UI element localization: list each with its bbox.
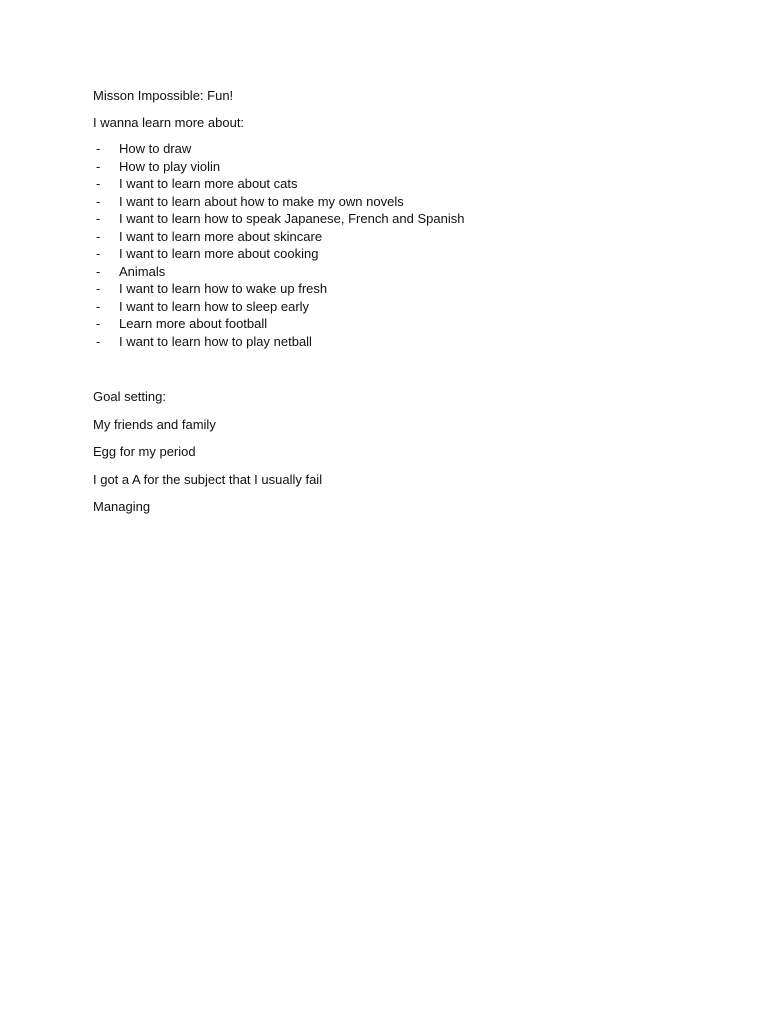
list-item-text: I want to learn how to sleep early bbox=[119, 298, 310, 314]
goal-line: Egg for my period bbox=[93, 444, 196, 459]
list-item-text: I want to learn more about cats bbox=[119, 176, 298, 191]
goal-line: I got a A for the subject that I usually fail bbox=[93, 471, 323, 487]
document-title: Misson Impossible: Fun! bbox=[93, 88, 234, 103]
bullet-dash: - bbox=[96, 333, 101, 349]
bullet-dash: - bbox=[96, 176, 101, 191]
learn-list bbox=[93, 140, 693, 350]
list-item-text: I want to learn more about skincare bbox=[119, 228, 323, 244]
list-item-text: I want to learn how to speak Japanese, French and Spanish bbox=[119, 211, 465, 226]
bullet-dash: - bbox=[96, 193, 101, 209]
bullet-dash: - bbox=[96, 211, 101, 226]
list-item-text: Animals bbox=[119, 263, 166, 279]
section-spacer bbox=[93, 350, 693, 388]
goal-heading: Goal setting: bbox=[93, 389, 166, 404]
list-item bbox=[93, 193, 693, 211]
list-item-text: I want to learn how to wake up fresh bbox=[119, 281, 328, 296]
list-item-text: How to play violin bbox=[119, 158, 221, 174]
list-item-text: Learn more about football bbox=[119, 316, 268, 331]
list-item-text: I want to learn more about cooking bbox=[119, 246, 319, 261]
bullet-dash: - bbox=[96, 158, 101, 174]
bullet-dash: - bbox=[96, 281, 101, 296]
list-item-text: How to draw bbox=[119, 141, 192, 156]
bullet-dash: - bbox=[96, 246, 101, 261]
list-item bbox=[93, 158, 693, 176]
list-item-text: I want to learn about how to make my own novels bbox=[119, 193, 404, 209]
bullet-dash: - bbox=[96, 228, 101, 244]
bullet-dash: - bbox=[96, 263, 101, 279]
list-item bbox=[93, 280, 693, 298]
bullet-dash: - bbox=[96, 298, 101, 314]
goal-line: Managing bbox=[93, 499, 151, 514]
list-item bbox=[93, 140, 693, 158]
list-item bbox=[93, 263, 693, 281]
list-item bbox=[93, 333, 693, 351]
list-item bbox=[93, 315, 693, 333]
goal-line: My friends and family bbox=[93, 416, 216, 432]
bullet-dash: - bbox=[96, 141, 101, 156]
document-body bbox=[93, 87, 693, 526]
bullet-dash: - bbox=[96, 316, 101, 331]
list-item bbox=[93, 245, 693, 263]
list-item bbox=[93, 210, 693, 228]
list-item-text: I want to learn how to play netball bbox=[119, 333, 312, 349]
list-item bbox=[93, 228, 693, 246]
learn-intro: I wanna learn more about: bbox=[93, 115, 245, 130]
list-item bbox=[93, 175, 693, 193]
list-item bbox=[93, 298, 693, 316]
